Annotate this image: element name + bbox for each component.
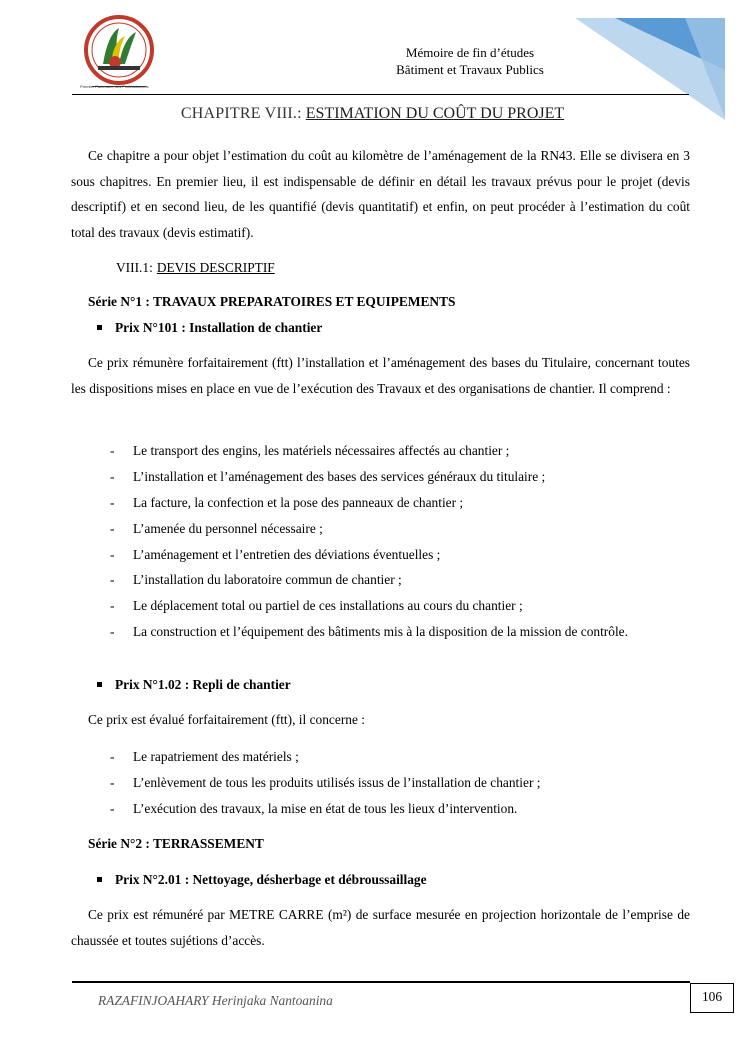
serie-2-title: Série N°2 : TERRASSEMENT: [88, 836, 264, 851]
prix-101-heading: [97, 320, 322, 336]
prix-102-title: Prix N°1.02 : Repli de chantier: [115, 677, 291, 692]
list-item: - L’installation et l’aménagement des bases des services généraux du titulaire ;: [110, 468, 546, 484]
list-item: - Le rapatriement des matériels ;: [110, 749, 299, 764]
header-line-1: Mémoire de fin d’études: [405, 45, 535, 60]
prix-102-heading: [97, 677, 291, 693]
chapter-title-text: ESTIMATION DU COÛT DU PROJET: [305, 105, 565, 122]
footer-rule: [72, 981, 690, 983]
list-item: - L’enlèvement de tous les produits utilisés issus de l’installation de chantier ;: [110, 774, 541, 790]
header-rule: [72, 94, 689, 95]
list-item: - La construction et l’équipement des bâtiments mis à la disposition de la mission de contrôle.: [110, 624, 628, 640]
footer-author: RAZAFINJOAHARY Herinjaka Nantoanina: [98, 993, 333, 1008]
chapter-number: CHAPITRE VIII.:: [180, 105, 302, 122]
intro-paragraph: Ce chapitre a pour objet l’estimation du coût au kilomètre de l’aménagement de la RN43. Elle se divisera en 3 sous chapitres. En premier lieu, il est indispensable de définir en détail les travaux prévus pour le projet (devis descriptif) et en second lieu, de les quantifié (devis quantitatif) et enfin, on peut procéder à l’estimation du coût total des travaux (devis estimatif).: [71, 148, 690, 241]
section-title: DEVIS DESCRIPTIF: [156, 260, 275, 275]
bullet-square-icon: [97, 682, 102, 687]
list-item: - L’installation du laboratoire commun de chantier ;: [110, 572, 402, 588]
bullet-square-icon: [97, 325, 102, 330]
prix-101-text: Ce prix rémunère forfaitairement (ftt) l’installation et l’aménagement des bases du Titulaire, concernant toutes les dispositions mises en place en vue de l’exécution des Travaux et des organisations de chantier. Il comprend :: [71, 355, 690, 396]
prix-201-title: Prix N°2.01 : Nettoyage, désherbage et débroussaillage: [115, 872, 427, 887]
section-heading: [116, 260, 275, 276]
header-line-2: Bâtiment et Travaux Publics: [396, 62, 544, 77]
chapter-title: [0, 105, 745, 123]
list-item: - L’aménagement et l’entretien des déviations éventuelles ;: [110, 546, 441, 562]
school-logo-icon: [78, 14, 160, 94]
bullet-square-icon: [97, 877, 102, 882]
list-item: - L’exécution des travaux, la mise en état de tous les lieux d’intervention.: [110, 800, 518, 816]
logo-caption: Premier Partenaire des Professionnels: [80, 84, 149, 89]
prix-201-text: Ce prix est rémunéré par METRE CARRE (m²) de surface mesurée en projection horizontale de l’emprise de chaussée et toutes sujétions d’accès.: [71, 907, 690, 948]
prix-101-title: Prix N°101 : Installation de chantier: [115, 320, 323, 335]
page-number: 106: [690, 983, 734, 1013]
prix-102-list: [110, 747, 540, 825]
list-item: - La facture, la confection et la pose des panneaux de chantier ;: [110, 494, 464, 510]
serie-1-title: Série N°1 : TRAVAUX PREPARATOIRES ET EQUIPEMENTS: [88, 294, 456, 309]
section-number: VIII.1:: [116, 260, 153, 275]
prix-102-text: Ce prix est évalué forfaitairement (ftt), il concerne :: [88, 712, 365, 727]
prix-201-heading: [97, 872, 427, 888]
prix-101-list: [110, 441, 628, 648]
list-item: - L’amenée du personnel nécessaire ;: [110, 520, 323, 536]
list-item: - Le déplacement total ou partiel de ces installations au cours du chantier ;: [110, 598, 523, 614]
list-item: - Le transport des engins, les matériels nécessaires affectés au chantier ;: [110, 443, 510, 458]
